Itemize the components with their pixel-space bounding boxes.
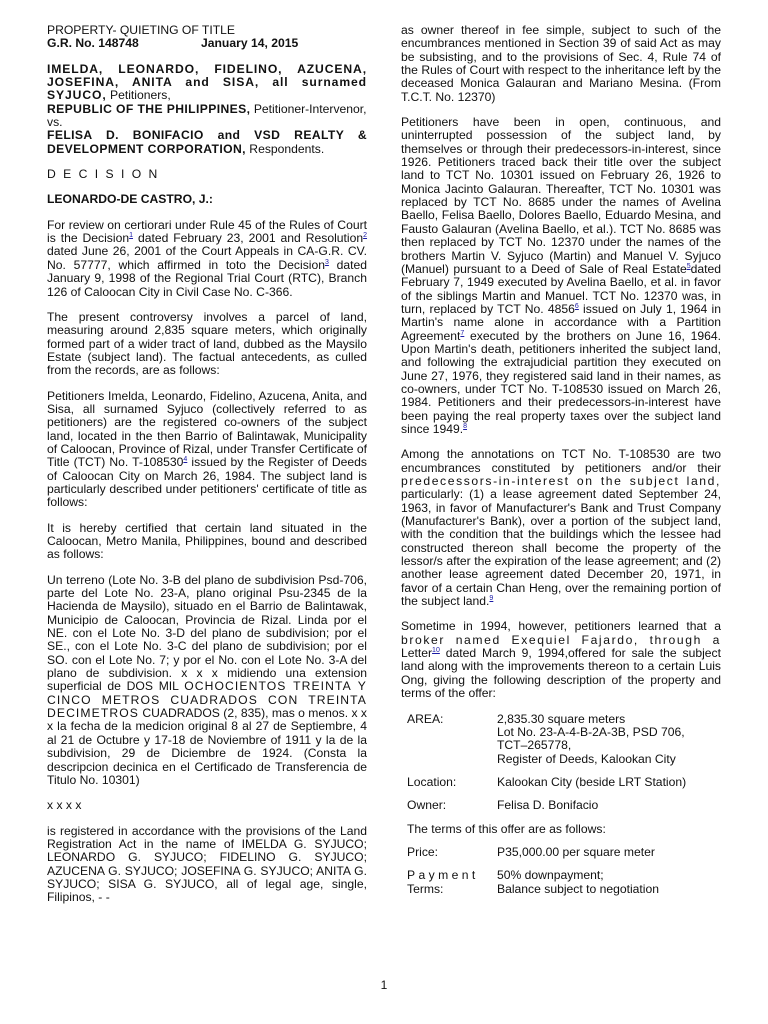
gr-number: G.R. No. 148748 [47,36,139,51]
footnote-5-link[interactable]: 5 [686,262,691,270]
offer-row-location [407,776,719,789]
paragraph-broker-offer: Sometime in 1994, however, petitioners learned that a broker named Exequiel Fajardo, through a Letter$^{10}$ dated March 9, 1994,offered for sale the subject land along with the improvements thereon to a certain Luis Ong, giving the following description of the property and terms of the offer: [401,619,721,701]
case-number-line [47,37,367,50]
offer-value: Felisa D. Bonifacio [497,798,599,813]
page-number: 1 [380,978,388,992]
versus: vs. [47,115,63,130]
offer-table [407,713,719,896]
right-column [401,24,721,896]
footnote-9-link[interactable]: 9 [489,595,494,603]
offer-value: 50% downpayment; Balance subject to negotiation [497,868,659,896]
case-parties [47,63,367,156]
paragraph-controversy: The present controversy involves a parcel of land, measuring around 2,835 square meters, which originally formed part of a wider tract of land, dubbed as the Maysilo Estate (subject land). The factual antecedents, as culled from the records, are as follows: [47,309,367,378]
offer-label: Payment Terms: [407,868,479,896]
offer-row-area [407,713,719,766]
offer-label: AREA: [407,711,444,726]
left-column [47,24,367,917]
paragraph-registration: is registered in accordance with the provisions of the Land Registration Act in the name of IMELDA G. SYJUCO; LEONARDO G. SYJUCO; FIDELINO G. SYJUCO; AZUCENA G. SYJUCO; JOSEFINA G. SYJUCO; ANITA G. SYJUCO; SISA G. SYJUCO, all of legal age, single, Filipinos, - - [47,823,367,905]
offer-row-owner [407,799,719,812]
paragraph-petitioners: Petitioners Imelda, Leonardo, Fidelino, Azucena, Anita, and Sisa, all surnamed Syjuco (collectively referred to as petitioners) are the registered co-owners of the subject land, located in the then Barrio of Balintawak, Municipality of Caloocan, Province of Rizal, under Transfer Certificate of Title (TCT) No. T-108530$^4$ issued by the Register of Deeds of Caloocan City on March 26, 1984. The subject land is particularly described under petitioners' certificate of title as follows: [47,388,367,510]
offer-label: Location: [407,774,457,789]
footnote-6-link[interactable]: 6 [574,302,579,310]
decision-heading: D E C I S I O N [47,167,160,182]
footnote-1-link[interactable]: 1 [129,232,133,240]
case-date: January 14, 2015 [201,36,299,51]
ponente: LEONARDO-DE CASTRO, J.: [47,192,213,207]
offer-label: Price: [407,844,439,859]
offer-value: Kalookan City (beside LRT Station) [497,774,687,789]
footnote-2-link[interactable]: 2 [363,232,368,240]
paragraph-annotations: Among the annotations on TCT No. T-108530 are two encumbrances constituted by petitioners and/or their predecessors-in-interest on the subject land, particularly: (1) a lease agreement dated September 24, 1963, in favor of Manufacturer's Bank and Trust Company (Manufacturer's Bank), over a portion of the subject land, with the condition that the buildings which the lessee had constructed thereon shall become the property of the lessor/s after the expiration of the lease agreement; and (2) another lease agreement dated December 20, 1971, in favor of a certain Chan Heng, over the remaining portion of the subject land.$^9$ [401,447,721,609]
offer-value: P35,000.00 per square meter [497,844,655,859]
ellipsis-line: x x x x [47,798,82,813]
footnote-4-link[interactable]: 4 [183,456,188,464]
petitioners-role: Petitioners, [106,88,171,103]
offer-row-price [407,846,719,859]
offer-label: Owner: [407,798,447,813]
paragraph-owner-fee-simple: as owner thereof in fee simple, subject to such of the encumbrances mentioned in Section 39 of said Act as may be subsisting, and to the provisions of Sec. 4, Rule 74 of the Rules of Court with respect to the inheritance left by the deceased Monica Galauran and Mariano Mesina. (From T.C.T. No. 12370) [401,23,721,104]
paragraph-terreno: Un terreno (Lote No. 3-B del plano de subdivision Psd-706, parte del Lote No. 23-A, plano original Psu-2345 de la Hacienda de Maysilo), situado en el Barrio de Balintawak, Municipio de Caloocan, Provincia de Rizal. Linda por el NE. con el Lote No. 3-D del plano de subdivision; por el SE., con el Lote No. 3-C del plano de subdivision; por el SO. con el Lote No. 7; y por el No. con el Lote No. 3-A del plano de subdivision. x x x midiendo una extension superficial de DOS MIL OCHOCIENTOS TREINTA Y CINCO METROS CUADRADOS CON TREINTA DECIMETROS CUADRADOS (2, 835), mas o menos. x x x la fecha de la medicion original 8 al 27 de Septiembre, 4 al 21 de Octubre y 17-18 de Noviembre of 1911 y la de la subdivision, 29 de Diciembre de 1924. (Consta la descripcion decinica en el Certificado de Transferencia de Titulo No. 10301) [47,572,367,787]
petitioners-names: IMELDA, LEONARDO, FIDELINO, AZUCENA, JOSEFINA, ANITA and SISA, all surnamed SYJUCO, [47,61,367,103]
respondents-names: FELISA D. BONIFACIO and VSD REALTY & DEVELOPMENT CORPORATION, [47,128,367,156]
paragraph-possession: Petitioners have been in open, continuous, and uninterrupted possession of the subject land, by themselves or through their predecessors-in-interest, since 1926. Petitioners traced back their title over the subject land to TCT No. 10301 issued on February 26, 1926 to Monica Jacinto Galauran. Thereafter, TCT No. 10301 was replaced by TCT No. 8685 under the names of Avelina Baello, Felisa Baello, Dolores Baello, Eduardo Mesina, and Fausto Galauran (Avelina Baello, et al.). TCT No. 8685 was then replaced by TCT No. 12370 under the names of the brothers Martin V. Syjuco (Martin) and Manuel V. Syjuco (Manuel) pursuant to a Deed of Sale of Real Estate$^5$dated February 7, 1949 executed by Avelina Baello, et al. in favor of the siblings Martin and Manuel. TCT No. 12370 was, in turn, replaced by TCT No. 4856$^6$ issued on July 1, 1964 in Martin's name alone in accordance with a Partition Agreement$^7$ executed by the brothers on June 16, 1964. Upon Martin's death, petitioners inherited the subject land, and following the extrajudicial partition they executed on June 27, 1976, they registered said land in their names, as co-owners, under TCT No. T-108530 issued on March 26, 1984. Petitioners and their predecessors-in-interest have been paying the real property taxes over the subject land since 1949.$^8$ [401,115,721,436]
intervenor-role: Petitioner-Intervenor, [250,101,367,116]
intervenor-name: REPUBLIC OF THE PHILIPPINES, [47,101,251,116]
footnote-10-link[interactable]: 10 [432,647,440,655]
footnote-3-link[interactable]: 3 [324,258,329,266]
respondents-role: Respondents. [245,141,325,156]
footnote-8-link[interactable]: 8 [463,422,468,430]
paragraph-certification: It is hereby certified that certain land situated in the Caloocan, Metro Manila, Philippines, bound and described as follows: [47,520,367,562]
paragraph-review: For review on certiorari under Rule 45 of the Rules of Court is the Decision$^1$ dated February 23, 2001 and Resolution$^2$ dated June 26, 2001 of the Court Appeals in CA-G.R. CV. No. 57777, which affirmed in toto the Decision$^3$ dated January 9, 1998 of the Regional Trial Court (RTC), Branch 126 of Caloocan City in Civil Case No. C-366. [47,217,368,299]
offer-terms-intro: The terms of this offer are as follows: [407,821,606,836]
footnote-7-link[interactable]: 7 [460,329,465,337]
offer-row-payment [407,869,719,896]
case-topic: PROPERTY- QUIETING OF TITLE [47,23,235,37]
offer-value: 2,835.30 square meters Lot No. 23-A-4-B-2A-3B, PSD 706, TCT–265778, Register of Deeds, Kalookan City [497,711,685,766]
